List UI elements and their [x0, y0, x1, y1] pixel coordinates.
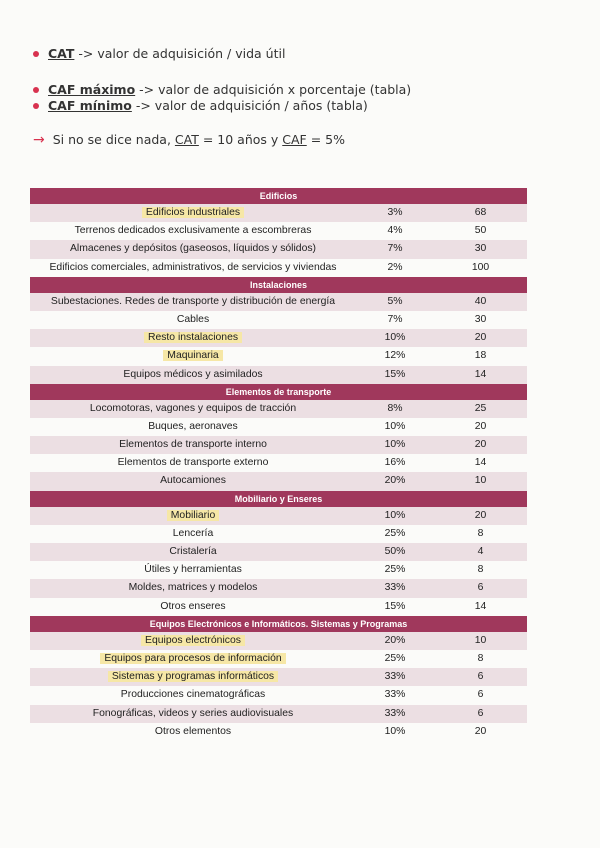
- note-term: CAF máximo: [48, 82, 136, 97]
- row-years: 18: [474, 350, 487, 362]
- table-row: [30, 454, 527, 472]
- section-header: Mobiliario y Enseres: [30, 491, 527, 507]
- note-cat-term: CAT: [174, 132, 199, 147]
- row-years: 14: [474, 600, 487, 612]
- row-name: Subestaciones. Redes de transporte y distribución de energía: [50, 295, 336, 307]
- row-name-cell: [30, 632, 356, 650]
- row-name: Mobiliario: [167, 510, 219, 521]
- table-row: [30, 543, 527, 561]
- row-name-cell: [30, 436, 356, 454]
- row-name: Sistemas y programas informáticos: [108, 671, 278, 682]
- row-name-cell: [30, 561, 356, 579]
- row-name-cell: [30, 686, 356, 704]
- note-text: -> valor de adquisición / vida útil: [74, 46, 286, 61]
- row-name: Equipos para procesos de información: [100, 653, 285, 664]
- row-name-cell: [30, 329, 356, 347]
- note-term: CAF mínimo: [48, 98, 132, 113]
- row-name-cell: [30, 723, 356, 741]
- row-percentage: 4%: [387, 225, 403, 237]
- row-name-cell: [30, 525, 356, 543]
- row-years: 30: [474, 313, 487, 325]
- row-name-cell: [30, 650, 356, 668]
- table-row: [30, 632, 527, 650]
- row-name-cell: [30, 311, 356, 329]
- row-name-cell: [30, 454, 356, 472]
- row-name-cell: [30, 240, 356, 258]
- table-row: [30, 579, 527, 597]
- row-name: Fonográficas, videos y series audiovisuales: [92, 707, 294, 719]
- amortization-table: [30, 188, 527, 741]
- row-name: Útiles y herramientas: [144, 564, 242, 576]
- note-caf-max: [33, 82, 411, 97]
- note-caf-term: CAF: [282, 132, 307, 147]
- row-name-cell: [30, 472, 356, 490]
- row-years: 25: [474, 402, 487, 414]
- row-percentage: 10%: [384, 420, 406, 432]
- row-percentage: 33%: [384, 671, 406, 683]
- row-percentage: 20%: [384, 634, 406, 646]
- row-name: Buques, aeronaves: [148, 420, 238, 432]
- table-row: [30, 259, 527, 277]
- note-prefix: Si no se dice nada,: [52, 132, 175, 147]
- section-header: Elementos de transporte: [30, 384, 527, 400]
- row-name: Otros enseres: [160, 600, 226, 612]
- row-percentage: 2%: [387, 261, 403, 273]
- row-name-cell: [30, 579, 356, 597]
- row-percentage: 12%: [384, 350, 406, 362]
- table-row: [30, 472, 527, 490]
- table-row: [30, 686, 527, 704]
- row-years: 8: [477, 652, 484, 664]
- table-row: [30, 311, 527, 329]
- row-percentage: 33%: [384, 707, 406, 719]
- section-header: Edificios: [30, 188, 527, 204]
- row-years: 100: [471, 261, 490, 273]
- row-percentage: 15%: [384, 600, 406, 612]
- table-row: [30, 293, 527, 311]
- table-row: [30, 723, 527, 741]
- row-name-cell: [30, 259, 356, 277]
- row-name-cell: [30, 204, 356, 222]
- row-percentage: 10%: [384, 725, 406, 737]
- row-name-cell: [30, 222, 356, 240]
- row-name-cell: [30, 668, 356, 686]
- note-text: -> valor de adquisición x porcentaje (tabla): [135, 82, 412, 97]
- row-name-cell: [30, 705, 356, 723]
- row-name: Locomotoras, vagones y equipos de tracción: [89, 402, 297, 414]
- row-years: 8: [477, 564, 484, 576]
- bullet-icon: [33, 103, 39, 109]
- row-percentage: 7%: [387, 243, 403, 255]
- table-row: [30, 204, 527, 222]
- row-percentage: 33%: [384, 689, 406, 701]
- table-row: [30, 436, 527, 454]
- bullet-icon: [33, 87, 39, 93]
- row-percentage: 5%: [387, 295, 403, 307]
- row-name-cell: [30, 400, 356, 418]
- note-mid: = 10 años y: [198, 132, 283, 147]
- table-row: [30, 366, 527, 384]
- table-row: [30, 507, 527, 525]
- row-name: Edificios industriales: [142, 207, 244, 218]
- row-percentage: 25%: [384, 652, 406, 664]
- note-term: CAT: [48, 46, 75, 61]
- row-name-cell: [30, 598, 356, 616]
- row-years: 6: [477, 582, 484, 594]
- row-percentage: 16%: [384, 457, 406, 469]
- row-years: 8: [477, 527, 484, 539]
- table-row: [30, 400, 527, 418]
- row-years: 10: [474, 634, 487, 646]
- table-row: [30, 561, 527, 579]
- table-row: [30, 525, 527, 543]
- note-default: [33, 132, 345, 148]
- row-years: 6: [477, 671, 484, 683]
- row-name: Producciones cinematográficas: [120, 689, 266, 701]
- row-years: 20: [474, 439, 487, 451]
- row-years: 40: [474, 295, 487, 307]
- note-cat: [33, 46, 285, 61]
- row-percentage: 15%: [384, 368, 406, 380]
- row-percentage: 10%: [384, 332, 406, 344]
- row-name: Moldes, matrices y modelos: [128, 582, 258, 594]
- row-percentage: 50%: [384, 546, 406, 557]
- row-percentage: 33%: [384, 582, 406, 594]
- row-name: Almacenes y depósitos (gaseosos, líquidos y sólidos): [69, 243, 317, 255]
- row-name: Cables: [176, 313, 210, 325]
- note-suffix: = 5%: [306, 132, 345, 147]
- row-percentage: 10%: [384, 509, 406, 521]
- row-years: 14: [474, 457, 487, 469]
- table-row: [30, 668, 527, 686]
- row-years: 10: [474, 475, 487, 487]
- row-years: 20: [474, 332, 487, 344]
- row-years: 4: [477, 546, 484, 557]
- row-name: Lencería: [172, 527, 214, 539]
- row-percentage: 25%: [384, 527, 406, 539]
- row-name-cell: [30, 293, 356, 311]
- row-name: Maquinaria: [163, 350, 222, 361]
- row-name-cell: [30, 543, 356, 561]
- table-row: [30, 329, 527, 347]
- row-name-cell: [30, 347, 356, 365]
- row-percentage: 25%: [384, 564, 406, 576]
- row-name: Elementos de transporte interno: [119, 439, 267, 451]
- row-name: Cristalería: [169, 546, 217, 557]
- row-percentage: 8%: [387, 402, 403, 414]
- table-row: [30, 222, 527, 240]
- table-row: [30, 418, 527, 436]
- row-name: Equipos médicos y asimilados: [123, 368, 263, 380]
- row-percentage: 20%: [384, 475, 406, 487]
- row-percentage: 3%: [387, 207, 403, 218]
- row-name-cell: [30, 507, 356, 525]
- row-name-cell: [30, 418, 356, 436]
- row-name: Edificios comerciales, administrativos, de servicios y viviendas: [49, 261, 337, 273]
- table-row: [30, 347, 527, 365]
- row-years: 20: [474, 725, 487, 737]
- bullet-icon: [33, 51, 39, 57]
- row-name: Elementos de transporte externo: [117, 457, 269, 469]
- row-percentage: 7%: [387, 313, 403, 325]
- note-caf-min: [33, 98, 368, 113]
- row-years: 50: [474, 225, 487, 237]
- row-years: 20: [474, 509, 487, 521]
- table-row: [30, 240, 527, 258]
- row-name: Equipos electrónicos: [141, 635, 245, 646]
- row-years: 20: [474, 420, 487, 432]
- note-text: -> valor de adquisición / años (tabla): [131, 98, 368, 113]
- row-name: Otros elementos: [154, 725, 232, 737]
- row-name: Autocamiones: [160, 475, 226, 487]
- row-years: 6: [477, 689, 484, 701]
- row-years: 30: [474, 243, 487, 255]
- table-row: [30, 598, 527, 616]
- row-percentage: 10%: [384, 439, 406, 451]
- table-row: [30, 650, 527, 668]
- row-years: 14: [474, 368, 487, 380]
- section-header: Equipos Electrónicos e Informáticos. Sistemas y Programas: [30, 616, 527, 632]
- arrow-icon: →: [33, 132, 45, 148]
- row-years: 68: [474, 207, 487, 218]
- table-row: [30, 705, 527, 723]
- row-name: Terrenos dedicados exclusivamente a escombreras: [74, 225, 312, 237]
- section-header: Instalaciones: [30, 277, 527, 293]
- row-years: 6: [477, 707, 484, 719]
- row-name: Resto instalaciones: [144, 332, 242, 343]
- row-name-cell: [30, 366, 356, 384]
